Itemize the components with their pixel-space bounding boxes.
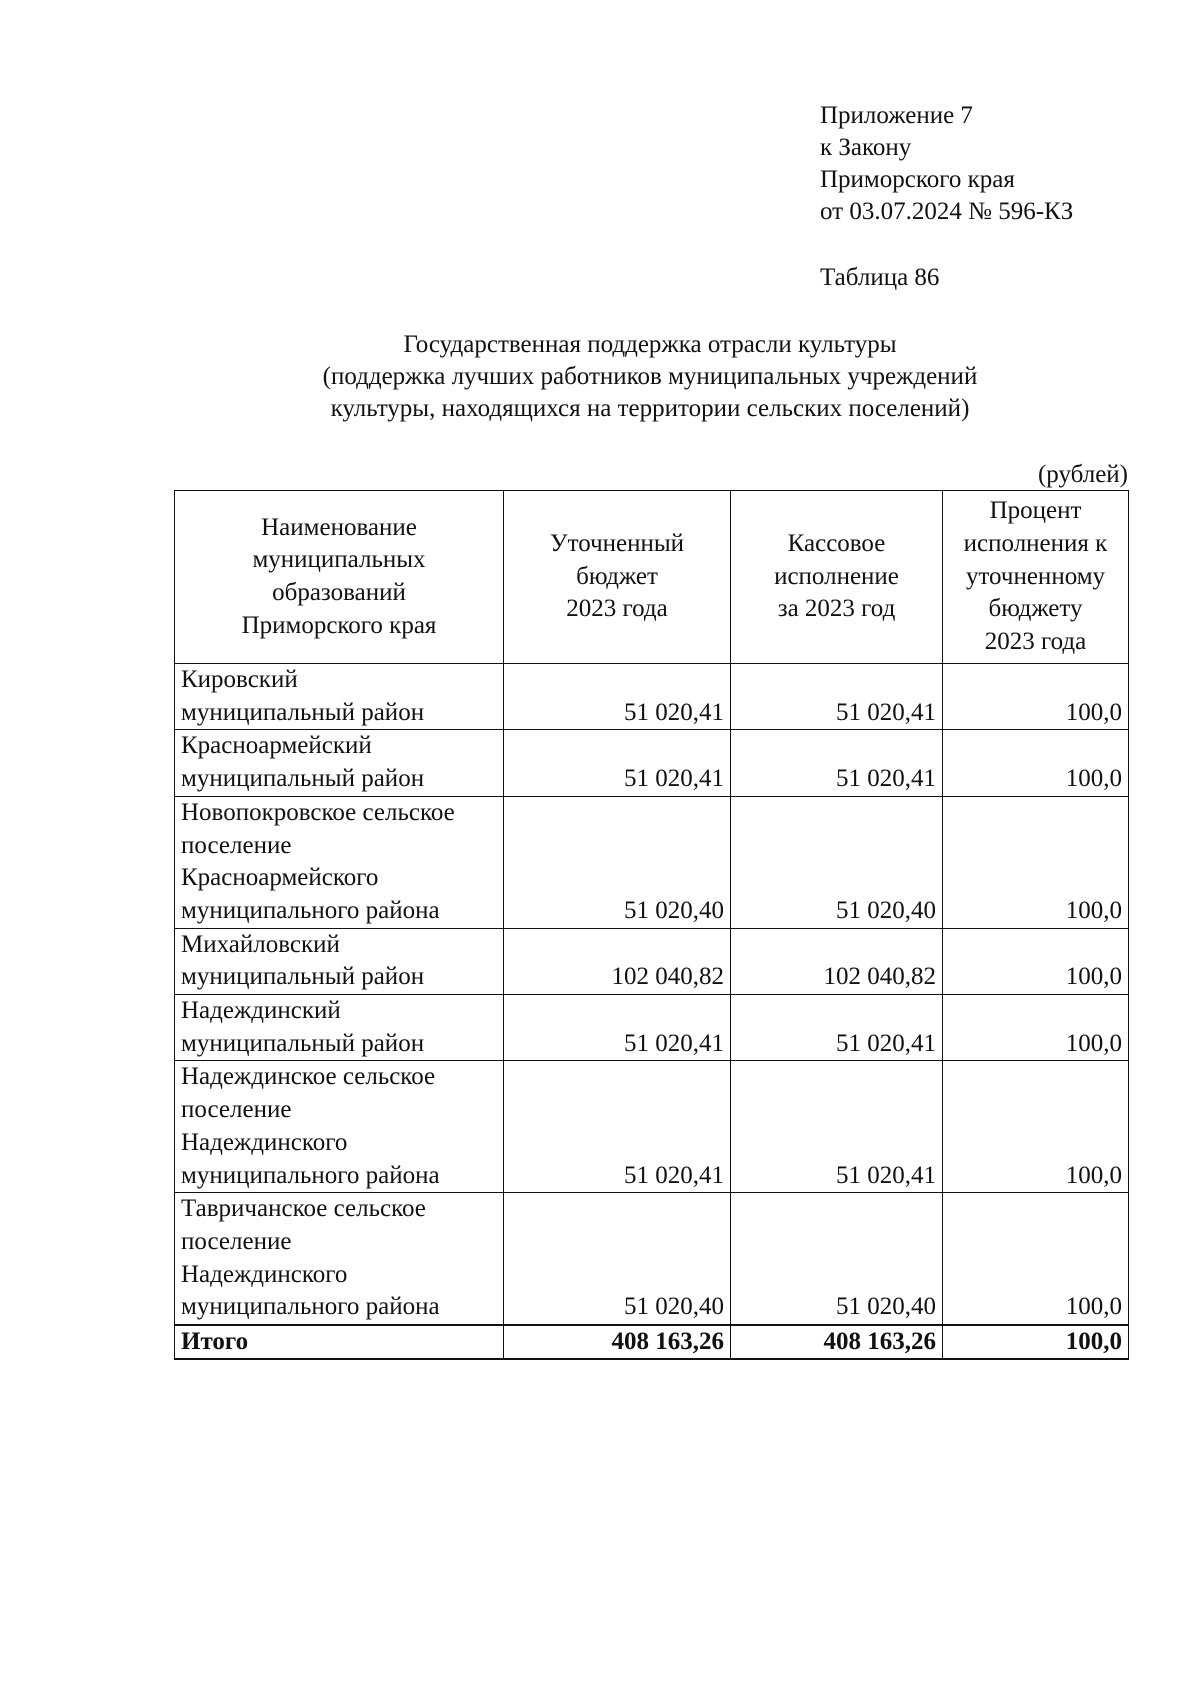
municipality-name: Красноармейский муниципальный район [175,730,504,796]
executed-value: 51 020,41 [731,1061,943,1193]
budget-value: 51 020,41 [504,1061,731,1193]
percent-value: 100,0 [943,664,1129,730]
municipality-name: Надеждинское сельское поселение Надеждинского муниципального района [175,1061,504,1193]
executed-value: 51 020,41 [731,664,943,730]
appendix-reference [820,100,1073,228]
title-line: (поддержка лучших работников муниципальных учреждений [322,363,978,390]
appendix-line: Приморского края [820,166,1015,193]
percent-value: 100,0 [943,995,1129,1061]
municipality-name: Кировский муниципальный район [175,664,504,730]
executed-value: 51 020,40 [731,1193,943,1325]
column-header-executed: Кассовое исполнение за 2023 год [731,491,943,664]
budget-value: 51 020,41 [504,730,731,796]
column-header-name: Наименование муниципальных образований Приморского края [175,491,504,664]
table-row [175,1061,1129,1193]
budget-table [174,490,1129,1360]
table-row [175,1193,1129,1325]
table-row [175,928,1129,994]
table-row [175,995,1129,1061]
total-budget: 408 163,26 [504,1325,731,1359]
table-row [175,730,1129,796]
percent-value: 100,0 [943,928,1129,994]
total-percent: 100,0 [943,1325,1129,1359]
budget-value: 51 020,40 [504,1193,731,1325]
budget-value: 51 020,40 [504,796,731,928]
table-row [175,664,1129,730]
executed-value: 51 020,40 [731,796,943,928]
percent-value: 100,0 [943,1193,1129,1325]
title-line: культуры, находящихся на территории сельских поселений) [330,395,970,422]
units-label: (рублей) [1037,461,1128,488]
table-row [175,796,1129,928]
table-header-row [175,491,1129,664]
column-header-budget: Уточненный бюджет 2023 года [504,491,731,664]
municipality-name: Надеждинский муниципальный район [175,995,504,1061]
appendix-line: к Закону [820,134,912,161]
percent-value: 100,0 [943,796,1129,928]
budget-value: 51 020,41 [504,664,731,730]
appendix-line: от 03.07.2024 № 596-КЗ [820,198,1074,225]
document-title [150,329,1150,425]
municipality-name: Тавричанское сельское поселение Надеждинского муниципального района [175,1193,504,1325]
executed-value: 51 020,41 [731,995,943,1061]
title-line: Государственная поддержка отрасли культуры [403,331,897,358]
executed-value: 51 020,41 [731,730,943,796]
percent-value: 100,0 [943,730,1129,796]
budget-value: 51 020,41 [504,995,731,1061]
municipality-name: Михайловский муниципальный район [175,928,504,994]
executed-value: 102 040,82 [731,928,943,994]
total-row [175,1325,1129,1359]
table-number: Таблица 86 [820,264,940,291]
column-header-percent: Процент исполнения к уточненному бюджету 2023 года [943,491,1129,664]
appendix-line: Приложение 7 [820,102,973,129]
total-label: Итого [175,1325,504,1359]
percent-value: 100,0 [943,1061,1129,1193]
budget-value: 102 040,82 [504,928,731,994]
municipality-name: Новопокровское сельское поселение Красноармейского муниципального района [175,796,504,928]
total-executed: 408 163,26 [731,1325,943,1359]
